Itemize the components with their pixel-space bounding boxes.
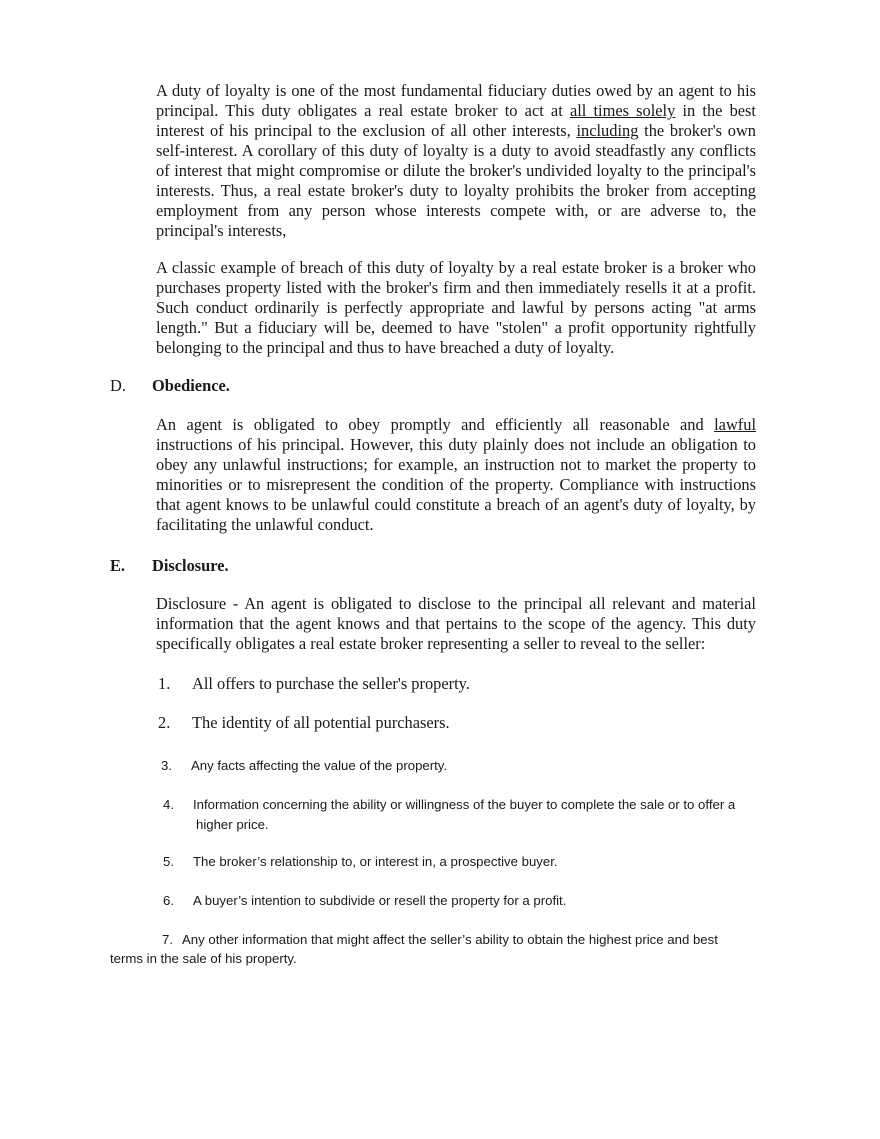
list-item: [158, 713, 450, 733]
list-item: [163, 852, 558, 872]
list-item: [163, 891, 566, 911]
list-item-continuation: terms in the sale of his property.: [110, 951, 297, 966]
section-letter: D.: [110, 376, 126, 395]
list-number: 2.: [158, 713, 171, 732]
text-run: the broker's own self-interest. A corollary of this duty of loyalty is a duty to avoid steadfastly any conflicts of interest that might compromise or dilute the broker's undivided loyalty to the principal's interests. Thus, a real estate broker's duty to loyalty prohibits the broker from accepting employment from any person whose interests compete with, or are adverse to, the principal's interests,: [156, 121, 756, 240]
obedience-paragraph: [156, 415, 756, 535]
list-item: [162, 930, 718, 950]
underlined-text: all times solely: [569, 101, 676, 120]
list-item: [161, 756, 447, 776]
list-item: [158, 674, 470, 694]
list-number: 4.: [163, 797, 174, 812]
section-heading-disclosure: [110, 556, 229, 576]
list-item-continuation: higher price.: [196, 817, 269, 832]
list-number: 6.: [163, 893, 174, 908]
loyalty-paragraph-1: [156, 81, 756, 241]
list-text: The identity of all potential purchasers.: [192, 713, 450, 732]
section-title: Disclosure.: [152, 556, 229, 575]
list-text: A buyer’s intention to subdivide or resell the property for a profit.: [193, 893, 567, 908]
section-title: Obedience.: [152, 376, 230, 395]
list-text: Information concerning the ability or willingness of the buyer to complete the sale or to offer a: [193, 797, 736, 812]
section-letter: E.: [110, 556, 126, 575]
list-number: 1.: [158, 674, 171, 693]
list-text: Any facts affecting the value of the property.: [191, 758, 448, 773]
loyalty-paragraph-2: A classic example of breach of this duty of loyalty by a real estate broker is a broker who purchases property listed with the broker's firm and then immediately resells it at a profit. Such conduct ordinarily is perfectly appropriate and lawful by persons acting "at arms length." But a fiduciary will be, deemed to have "stolen" a profit opportunity rightfully belonging to the principal and thus to have breached a duty of loyalty.: [156, 258, 756, 357]
underlined-text: lawful: [714, 415, 756, 434]
list-text: Any other information that might affect the seller’s ability to obtain the highest price and best: [182, 932, 718, 947]
text-run: in the best interest of his principal to the exclusion of all other interests,: [156, 101, 756, 140]
list-item: [163, 795, 735, 815]
text-run: A duty of loyalty is one of the most fundamental fiduciary duties owed by an agent to his principal. This duty obligates a real estate broker to act at: [156, 81, 756, 120]
section-heading-obedience: [110, 376, 230, 396]
text-run: instructions of his principal. However, this duty plainly does not include an obligation to obey any unlawful instructions; for example, an instruction not to market the property to minorities or to misrepresent the condition of the property. Compliance with instructions that agent knows to be unlawful could constitute a breach of an agent's duty of loyalty, by facilitating the unlawful conduct.: [156, 435, 756, 534]
list-number: 3.: [161, 758, 172, 773]
list-text: All offers to purchase the seller's property.: [192, 674, 470, 693]
list-number: 5.: [163, 854, 174, 869]
list-text: The broker’s relationship to, or interest in, a prospective buyer.: [193, 854, 558, 869]
underlined-text: including: [576, 121, 639, 140]
disclosure-intro: Disclosure - An agent is obligated to disclose to the principal all relevant and material information that the agent knows and that pertains to the scope of the agency. This duty specifically obligates a real estate broker representing a seller to reveal to the seller:: [156, 594, 756, 653]
text-run: An agent is obligated to obey promptly and efficiently all reasonable and: [156, 415, 715, 434]
list-number: 7.: [162, 932, 173, 947]
